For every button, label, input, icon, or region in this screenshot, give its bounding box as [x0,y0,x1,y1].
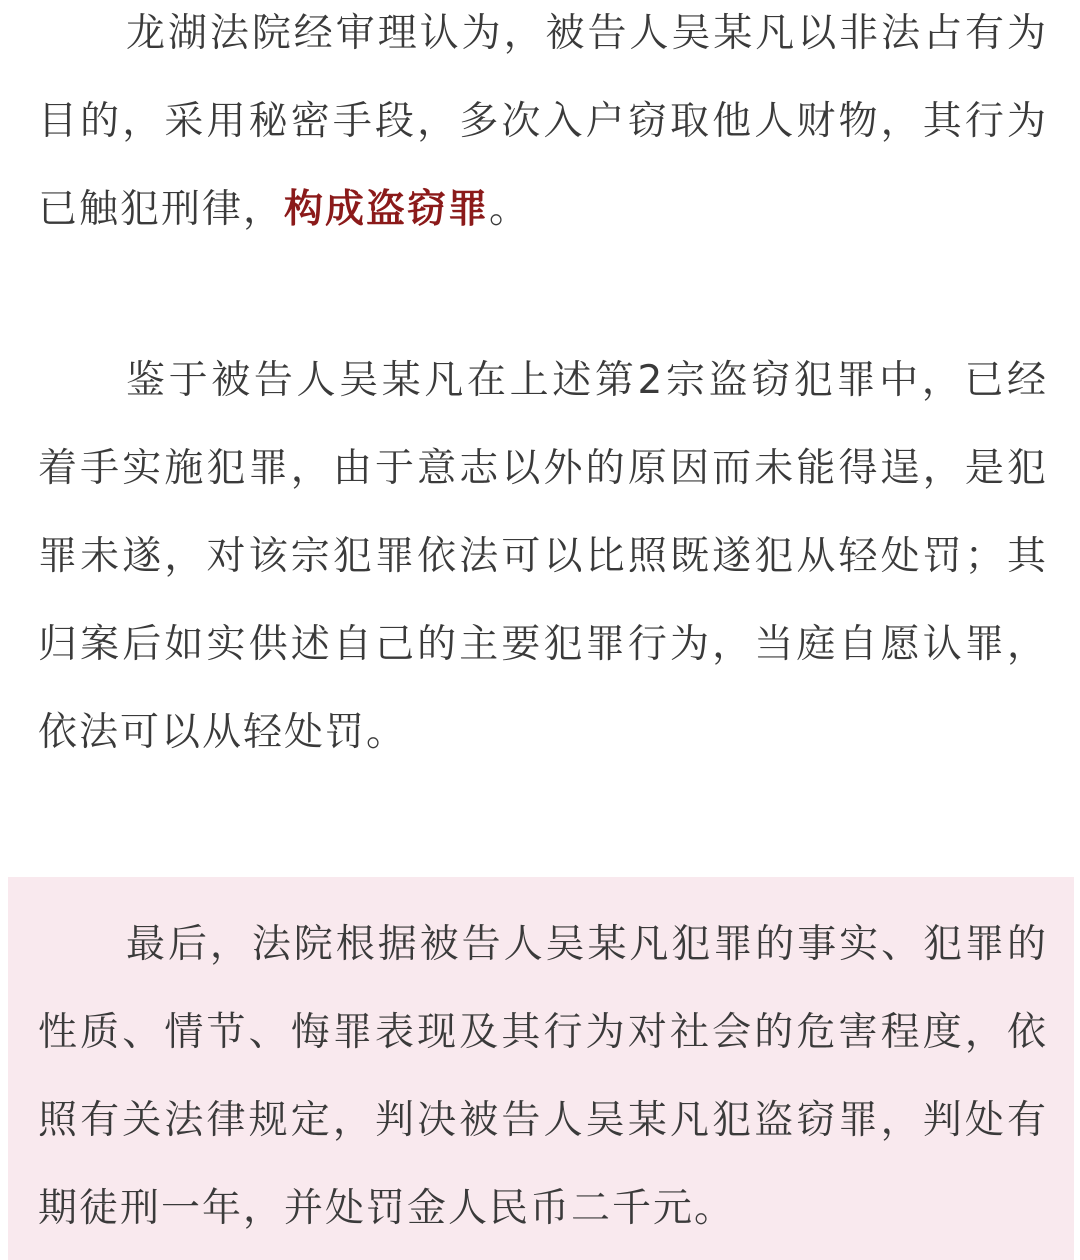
paragraph-court-finding-text: 龙湖法院经审理认为，被告人吴某凡以非法占有为目的，采用秘密手段，多次入户窃取他人财物，其行为已触犯刑律， [38,11,1048,232]
paragraph-court-finding [38,0,1048,254]
emphasis-theft-crime: 构成盗窃罪 [284,187,490,232]
paragraph-verdict: 最后，法院根据被告人吴某凡犯罪的事实、犯罪的性质、情节、悔罪表现及其行为对社会的危害程度，依照有关法律规定，判决被告人吴某凡犯盗窃罪，判处有期徒刑一年，并处罚金人民币二千元。 [38,922,1048,1231]
paragraph-court-finding-end: 。 [489,187,531,232]
paragraph-attempt-mitigation: 鉴于被告人吴某凡在上述第2宗盗窃犯罪中，已经着手实施犯罪，由于意志以外的原因而未能得逞，是犯罪未遂，对该宗犯罪依法可以比照既遂犯从轻处罚；其归案后如实供述自己的主要犯罪行为，当庭自愿认罪，依法可以从轻处罚。 [38,358,1048,755]
